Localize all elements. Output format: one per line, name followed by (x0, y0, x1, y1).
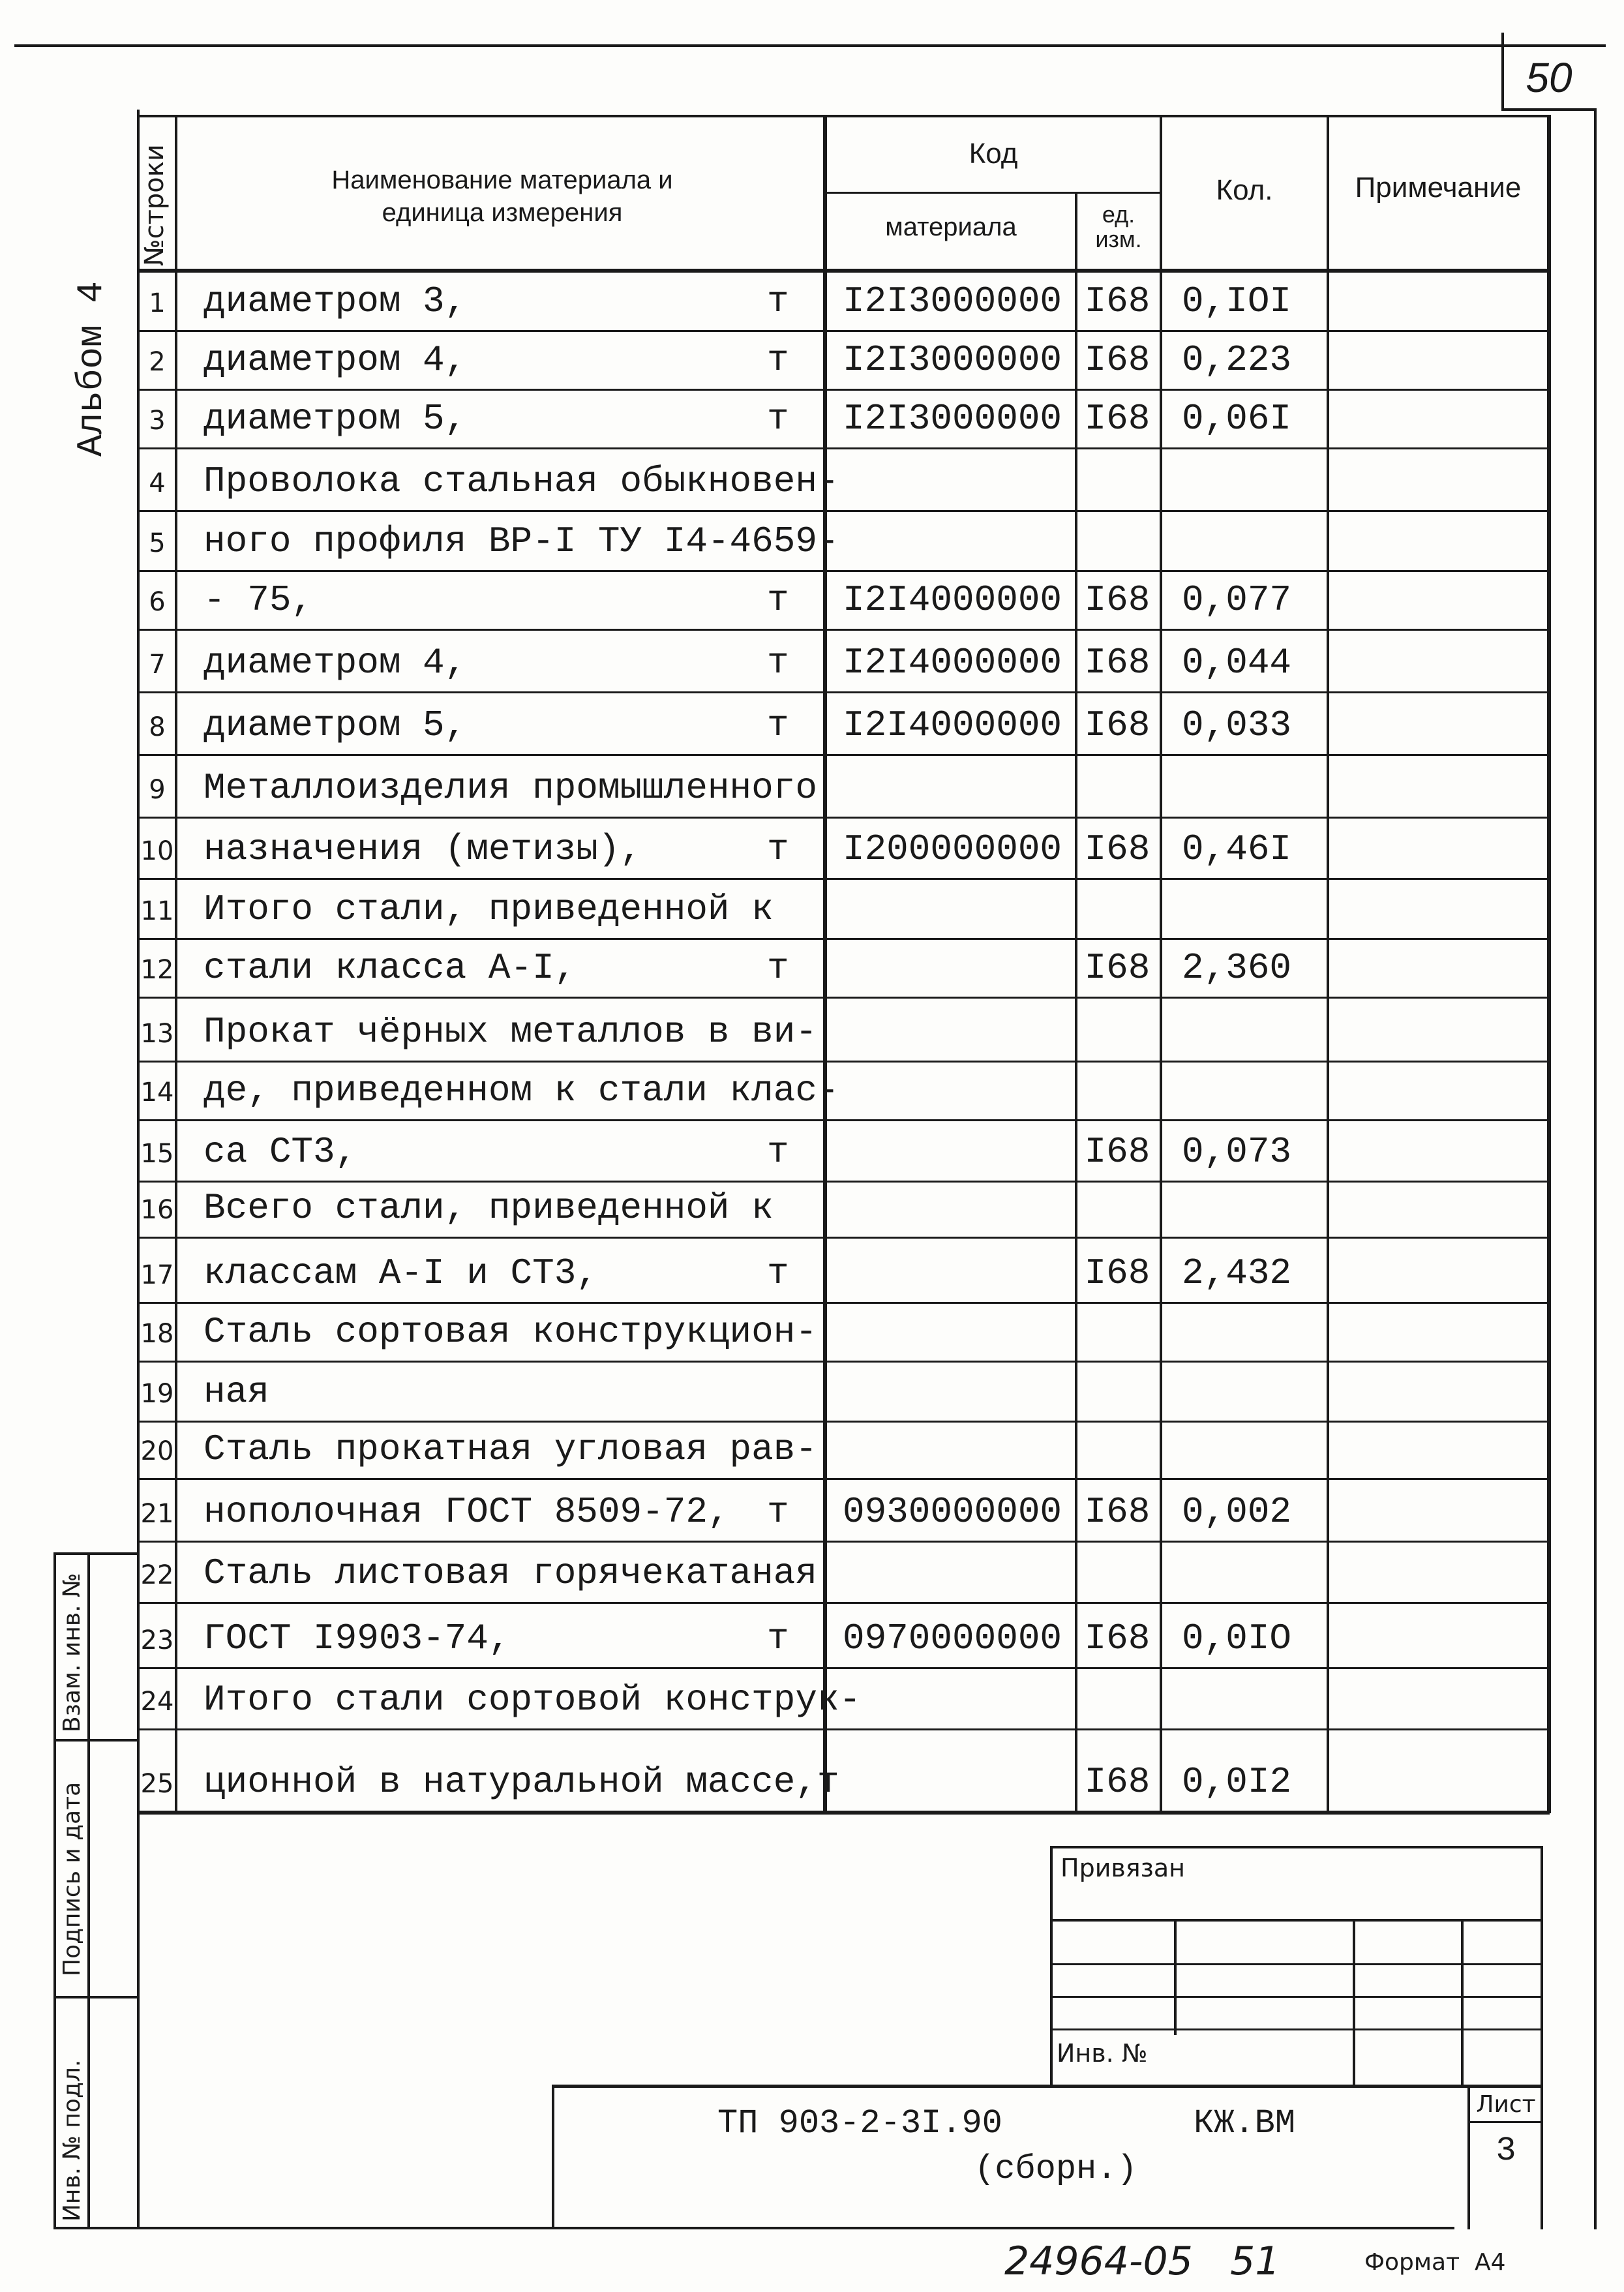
row-number: 15 (140, 1139, 174, 1169)
quantity: 0,46I (1182, 828, 1292, 870)
header-row-number: №строки (140, 144, 170, 266)
tb-list-label: Лист (1476, 2091, 1536, 2118)
format-label: Формат А4 (1364, 2249, 1506, 2276)
row-number: 18 (140, 1319, 174, 1349)
material-name: ного профиля ВР-I ТУ I4-4659- (203, 520, 839, 562)
tb-doc-code: ТП 903-2-3I.90 (717, 2104, 1002, 2143)
tb-privyazan-left (1050, 1846, 1053, 2087)
tb-grid-v2 (1353, 1919, 1355, 2087)
material-name: Проволока стальная обыкновен- (203, 460, 839, 502)
unit-mark: т (767, 579, 789, 621)
row-separator (137, 330, 1550, 332)
row-number: 21 (140, 1499, 174, 1529)
col-ed-right (1160, 115, 1162, 1813)
quantity: 0,033 (1182, 704, 1292, 746)
unit-code: I68 (1084, 1131, 1150, 1173)
row-separator (137, 447, 1550, 449)
row-separator (137, 1541, 1550, 1543)
row-number: 5 (149, 528, 166, 558)
tb-grid-v3 (1461, 1919, 1464, 2087)
material-name: диаметром 5, (203, 398, 467, 440)
sheet-corner-number: 50 (1526, 54, 1572, 101)
tb-list-left (1467, 2085, 1470, 2229)
code-split (824, 192, 1161, 194)
material-name: - 75, (203, 579, 314, 621)
unit-code: I68 (1084, 280, 1150, 322)
material-code: I200000000 (842, 828, 1062, 870)
row-separator (137, 878, 1550, 880)
header-code-unit: ед. изм. (1095, 201, 1142, 252)
material-name: Всего стали, приведенной к (203, 1187, 774, 1229)
tb-main-top (552, 2085, 1543, 2088)
row-separator (137, 1602, 1550, 1604)
material-code: I2I3000000 (842, 339, 1062, 381)
unit-mark: т (767, 280, 789, 322)
row-separator (137, 1478, 1550, 1480)
stamp-outer-left (53, 1552, 56, 2229)
unit-mark: т (767, 828, 789, 870)
quantity: 0,002 (1182, 1491, 1292, 1533)
material-name: Сталь листовая горячекатаная (203, 1552, 817, 1594)
row-number: 20 (140, 1436, 174, 1466)
bottom-handwritten-number: 24964-05 51 (1004, 2239, 1280, 2284)
header-name-line1: Наименование материала и (331, 166, 673, 194)
header-bottom (137, 269, 1550, 273)
table-bottom (137, 1811, 1550, 1815)
row-number: 14 (140, 1078, 174, 1108)
row-number: 23 (140, 1625, 174, 1655)
row-number: 19 (140, 1379, 174, 1409)
row-number: 9 (149, 775, 166, 805)
material-name: диаметром 3, (203, 280, 467, 322)
row-separator (137, 1728, 1550, 1730)
material-name: Сталь сортовая конструкцион- (203, 1311, 817, 1353)
page-right-border (1594, 110, 1597, 2229)
row-number: 3 (149, 406, 166, 436)
material-name: нополочная ГОСТ 8509-72, (203, 1491, 730, 1533)
row-separator (137, 817, 1550, 819)
unit-mark: т (767, 1618, 789, 1659)
stamp-inv-podl: Инв. № подл. (59, 2059, 85, 2222)
header-qty: Кол. (1216, 174, 1273, 206)
row-separator (137, 691, 1550, 693)
corner-box-bottom (1501, 108, 1597, 111)
quantity: 2,432 (1182, 1252, 1292, 1294)
material-name: Итого стали, приведенной к (203, 888, 774, 930)
unit-code: I68 (1084, 1761, 1150, 1803)
row-separator (137, 1421, 1550, 1423)
material-name: ГОСТ I9903-74, (203, 1618, 511, 1659)
unit-code: I68 (1084, 1252, 1150, 1294)
header-code-material: материала (885, 213, 1017, 241)
material-name: де, приведенном к стали клас- (203, 1070, 839, 1111)
tb-grid-v1 (1174, 1919, 1177, 2035)
unit-mark: т (767, 1252, 789, 1294)
tb-main-left (552, 2085, 554, 2229)
material-code: I2I4000000 (842, 704, 1062, 746)
tb-list-value: 3 (1496, 2132, 1516, 2170)
page-bottom-border (137, 2227, 1454, 2229)
unit-code: I68 (1084, 947, 1150, 989)
tb-inv-no-label: Инв. № (1057, 2039, 1148, 2068)
stamp-sep1 (53, 1739, 138, 1742)
material-code: I2I3000000 (842, 280, 1062, 322)
quantity: 0,0I2 (1182, 1761, 1292, 1803)
quantity: 0,044 (1182, 642, 1292, 684)
tb-privyazan-label: Привязан (1060, 1854, 1185, 1882)
unit-code: I68 (1084, 579, 1150, 621)
material-name: диаметром 5, (203, 704, 467, 746)
stamp-podpis-data: Подпись и дата (59, 1781, 85, 1976)
unit-code: I68 (1084, 1491, 1150, 1533)
header-top (137, 115, 1550, 117)
row-number: 17 (140, 1260, 174, 1290)
material-name: Металлоизделия промышленного (203, 767, 817, 809)
tb-privyazan-right (1541, 1846, 1543, 2087)
material-name: ционной в натуральной массе,т (203, 1761, 839, 1803)
tb-grid-h4 (1050, 2028, 1543, 2030)
row-number: 10 (140, 836, 174, 866)
row-separator (137, 1361, 1550, 1363)
row-number: 11 (140, 896, 174, 926)
tb-doc-sub: (сборн.) (974, 2150, 1137, 2188)
material-name: ная (203, 1371, 269, 1413)
unit-mark: т (767, 1131, 789, 1173)
header-name-line2: единица измерения (382, 198, 623, 227)
material-name: Итого стали сортовой конструк- (203, 1679, 862, 1721)
tb-list-sep (1467, 2121, 1543, 2123)
unit-code: I68 (1084, 642, 1150, 684)
material-name: Сталь прокатная угловая рав- (203, 1428, 817, 1470)
row-separator (137, 629, 1550, 631)
stamp-sep2 (53, 1996, 138, 1998)
row-separator (137, 389, 1550, 391)
row-separator (137, 510, 1550, 512)
row-separator (137, 1237, 1550, 1239)
material-name: Прокат чёрных металлов в ви- (203, 1011, 817, 1053)
material-name: диаметром 4, (203, 339, 467, 381)
row-number: 16 (140, 1195, 174, 1225)
row-number: 25 (140, 1769, 174, 1799)
quantity: 0,06I (1182, 398, 1292, 440)
tb-grid-h3 (1050, 1996, 1543, 1998)
material-name: са СТ3, (203, 1131, 357, 1173)
row-number: 8 (149, 712, 166, 742)
stamp-bottom (53, 2227, 138, 2229)
unit-mark: т (767, 1491, 789, 1533)
tb-doc-suffix: КЖ.ВМ (1194, 2104, 1296, 2143)
unit-mark: т (767, 339, 789, 381)
material-code: I2I4000000 (842, 642, 1062, 684)
col-name-right (823, 115, 827, 1813)
album-label: Альбом 4 (70, 281, 112, 457)
row-number: 24 (140, 1687, 174, 1717)
quantity: 0,0IO (1182, 1618, 1292, 1659)
unit-code: I68 (1084, 339, 1150, 381)
tb-privyazan-top (1050, 1846, 1543, 1848)
tb-grid-h1 (1050, 1919, 1543, 1922)
unit-mark: т (767, 642, 789, 684)
row-separator (137, 1667, 1550, 1669)
row-separator (137, 1119, 1550, 1121)
quantity: 2,360 (1182, 947, 1292, 989)
material-name: классам А-I и СТ3, (203, 1252, 598, 1294)
unit-code: I68 (1084, 398, 1150, 440)
corner-box-left (1501, 33, 1504, 111)
material-code: I2I3000000 (842, 398, 1062, 440)
unit-code: I68 (1084, 704, 1150, 746)
row-separator (137, 1181, 1550, 1183)
stamp-vzam-inv: Взам. инв. № (59, 1573, 85, 1732)
quantity: 0,077 (1182, 579, 1292, 621)
unit-code: I68 (1084, 828, 1150, 870)
stamp-inner-left (87, 1552, 90, 2229)
quantity: 0,IOI (1182, 280, 1292, 322)
material-code: I2I4000000 (842, 579, 1062, 621)
row-number: 12 (140, 955, 174, 985)
row-separator (137, 938, 1550, 940)
row-separator (137, 754, 1550, 756)
tb-grid-h2 (1050, 1963, 1543, 1965)
header-note: Примечание (1355, 172, 1522, 204)
row-separator (137, 570, 1550, 572)
row-number: 6 (149, 587, 166, 617)
row-separator (137, 997, 1550, 999)
unit-mark: т (767, 947, 789, 989)
row-number: 13 (140, 1019, 174, 1049)
col-note-right (1547, 115, 1551, 1813)
material-name: диаметром 4, (203, 642, 467, 684)
row-number: 1 (149, 288, 166, 318)
material-code: 0970000000 (842, 1618, 1062, 1659)
quantity: 0,073 (1182, 1131, 1292, 1173)
material-code: 0930000000 (842, 1491, 1062, 1533)
page-top-border (14, 44, 1606, 47)
unit-code: I68 (1084, 1618, 1150, 1659)
row-number: 2 (149, 347, 166, 377)
row-separator (137, 1061, 1550, 1063)
material-name: стали класса А-I, (203, 947, 577, 989)
unit-mark: т (767, 398, 789, 440)
unit-mark: т (767, 704, 789, 746)
header-code: Код (969, 138, 1018, 170)
row-separator (137, 1302, 1550, 1304)
quantity: 0,223 (1182, 339, 1292, 381)
stamp-top (53, 1552, 138, 1555)
row-number: 7 (149, 650, 166, 680)
row-number: 22 (140, 1560, 174, 1590)
row-number: 4 (149, 468, 166, 498)
tb-main-right (1541, 2085, 1543, 2229)
material-name: назначения (метизы), (203, 828, 642, 870)
